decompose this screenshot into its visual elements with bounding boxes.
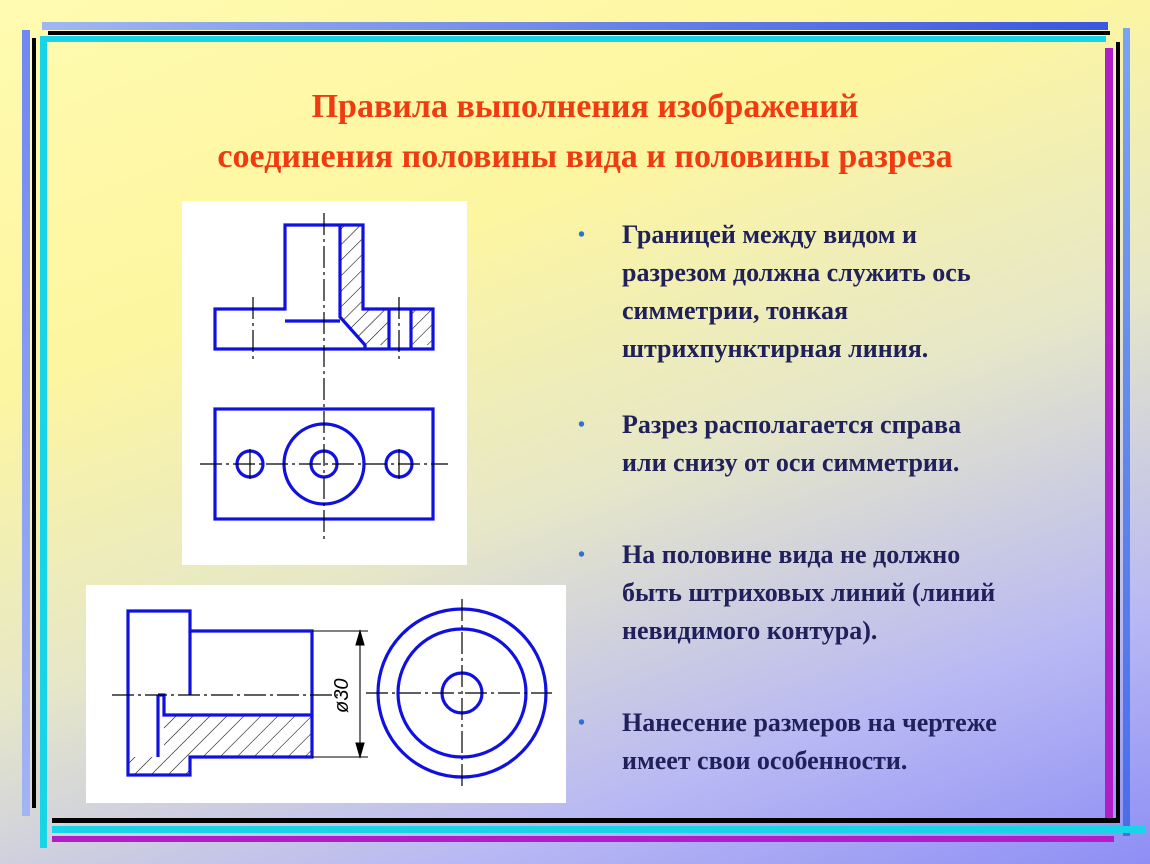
bullet-marker: •	[578, 414, 586, 436]
bullet-marker: •	[578, 224, 586, 246]
frame-left-blue	[22, 30, 30, 816]
drawing-panel-bottom	[86, 585, 566, 803]
bullet-text-1: Границей между видом и разрезом должна служить ось симметрии, тонкая штрихпунктирная линия.	[622, 220, 971, 363]
bullet-marker: •	[578, 544, 586, 566]
slide-title	[60, 82, 1110, 182]
bullet-item-1	[578, 216, 1098, 368]
title-line-2: соединения половины вида и половины разреза	[217, 138, 953, 175]
section-hatch-flange	[411, 309, 433, 345]
frame-left-black	[32, 38, 36, 808]
bullet-item-2	[578, 406, 1098, 482]
bullet-text-3: На половине вида не должно быть штриховых линий (линий невидимого контура).	[622, 540, 996, 645]
bullet-marker: •	[578, 712, 586, 734]
frame-top-cyan	[40, 36, 1106, 42]
dimension-label: ø30	[331, 678, 353, 713]
shaft-half-section-drawing	[86, 585, 566, 803]
frame-bottom-violet	[52, 836, 1114, 842]
frame-top-black	[48, 31, 1110, 35]
section-hatch-shaft	[128, 715, 312, 775]
frame-right-blue	[1123, 28, 1130, 836]
bullet-item-4	[578, 704, 1098, 780]
title-line-1: Правила выполнения изображений	[311, 88, 859, 125]
frame-bottom-cyan	[52, 826, 1146, 833]
drawing-panel-top	[182, 201, 467, 565]
frame-top-outer	[42, 22, 1108, 30]
frame-bottom-black	[52, 818, 1120, 823]
bullet-text-4: Нанесение размеров на чертеже имеет свои особенности.	[622, 708, 997, 775]
bullet-list	[578, 216, 1098, 780]
bullet-item-3	[578, 536, 1098, 650]
bullet-text-2: Разрез располагается справа или снизу от оси симметрии.	[622, 410, 962, 477]
frame-left-cyan	[40, 42, 47, 848]
frame-right-black	[1116, 42, 1120, 818]
half-view-half-section-drawing	[182, 201, 467, 565]
